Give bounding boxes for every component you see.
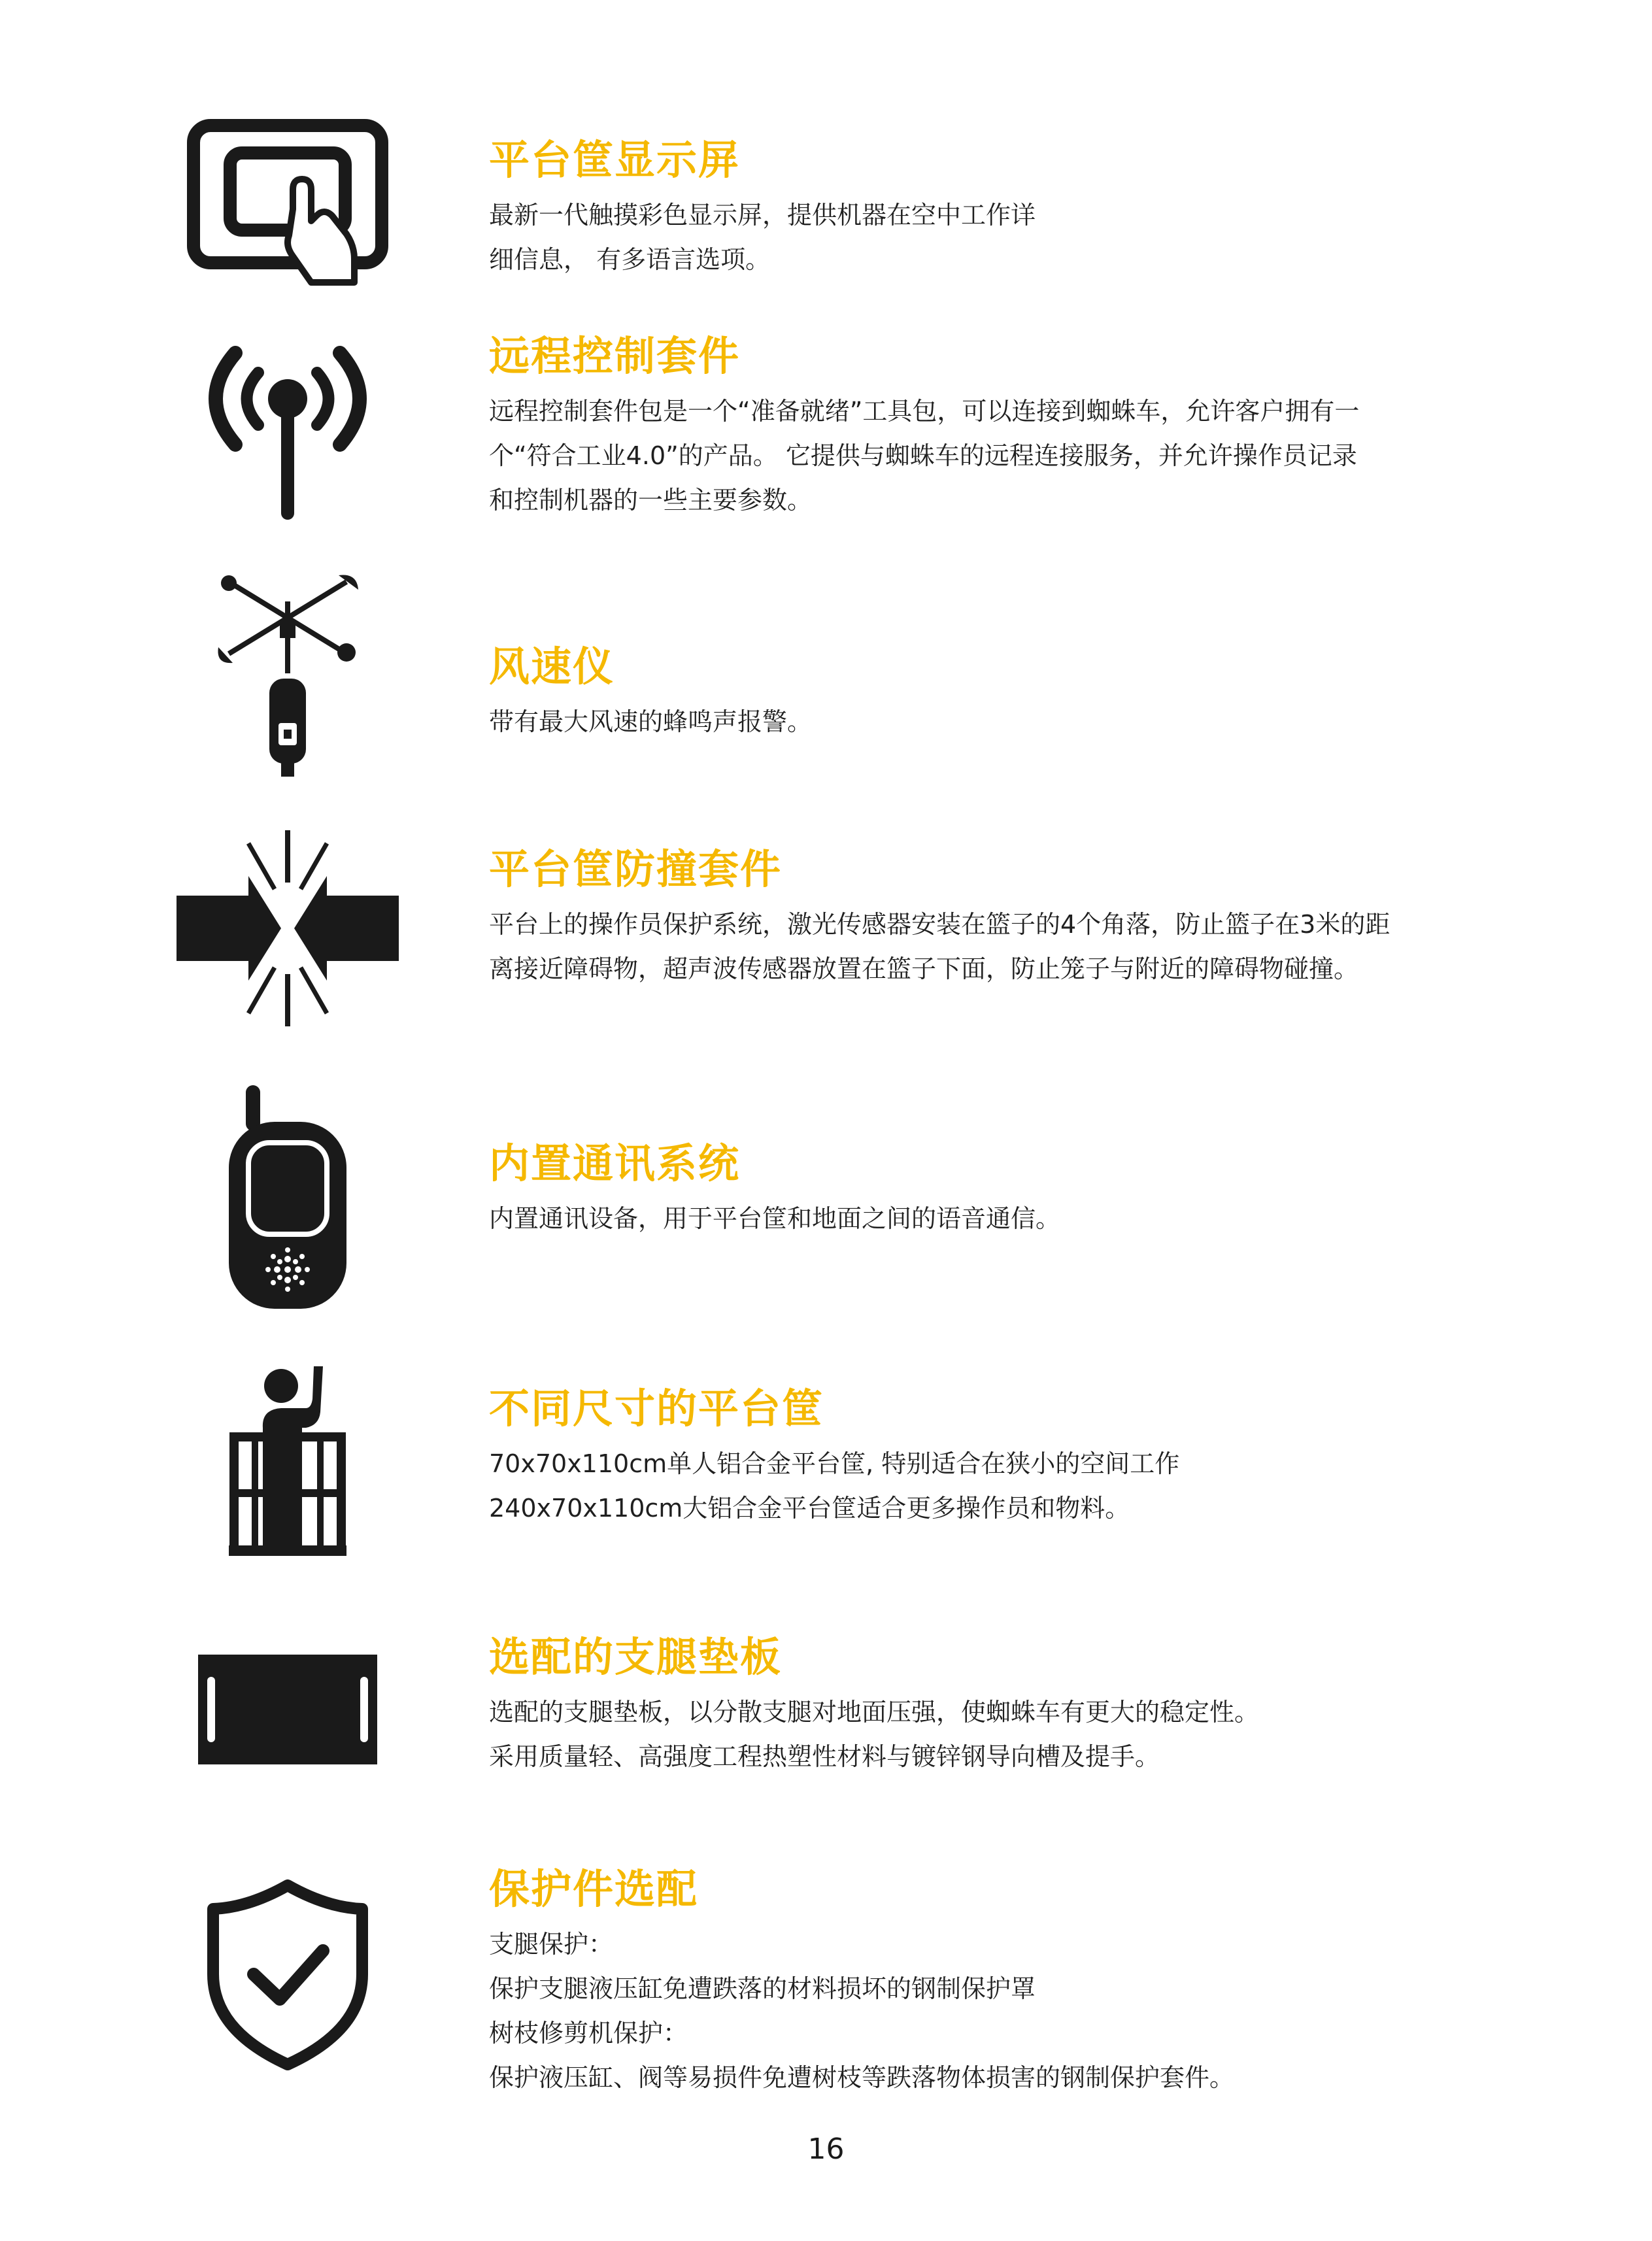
feature-description-line: 支腿保护： [489,1930,614,1959]
feature-description-line: 采用质量轻、高强度工程热塑性材料与镀锌钢导向槽及提手。 [489,1742,1160,1771]
touch-screen-icon [177,111,399,294]
feature-description-line: 保护液压缸、阀等易损件免遭树枝等跌落物体损害的钢制保护套件。 [489,2063,1235,2092]
feature-title: 不同尺寸的平台筐 [489,1385,824,1432]
feature-title: 远程控制套件 [489,332,741,380]
feature-title: 内置通讯系统 [489,1139,741,1187]
feature-description-line: 平台上的操作员保护系统，激光传感器安装在篮子的4个角落，防止篮子在3米的距 [489,910,1391,939]
feature-description-line: 内置通讯设备，用于平台筐和地面之间的语音通信。 [489,1204,1061,1233]
feature-description-line: 离接近障碍物，超声波传感器放置在篮子下面，防止笼子与附近的障碍物碰撞。 [489,954,1359,983]
feature-description-line: 保护支腿液压缸免遭跌落的材料损坏的钢制保护罩 [489,1974,1036,2003]
page-number: 16 [807,2132,845,2166]
remote-antenna-icon [177,333,399,530]
feature-title: 平台筐显示屏 [489,136,741,184]
walkie-talkie-icon [177,1085,399,1314]
feature-description-line: 和控制机器的一些主要参数。 [489,486,813,514]
feature-title: 风速仪 [489,643,615,690]
feature-description-line: 细信息， 有多语言选项。 [489,245,771,274]
feature-description-line: 个“符合工业4.0”的产品。 它提供与蜘蛛车的远程连接服务，并允许操作员记录 [489,441,1357,470]
feature-description-line: 选配的支腿垫板，以分散支腿对地面压强，使蜘蛛车有更大的稳定性。 [489,1698,1260,1727]
feature-description-line: 树枝修剪机保护： [489,2019,688,2047]
feature-description-line: 240x70x110cm大铝合金平台筐适合更多操作员和物料。 [489,1494,1130,1523]
feature-title: 选配的支腿垫板 [489,1633,783,1681]
feature-description-line: 远程控制套件包是一个“准备就绪”工具包，可以连接到蜘蛛车，允许客户拥有一 [489,397,1360,426]
outrigger-pad-icon [177,1647,399,1772]
feature-description-line: 带有最大风速的蜂鸣声报警。 [489,707,813,736]
feature-description-line: 70x70x110cm单人铝合金平台筐, 特别适合在狭小的空间工作 [489,1449,1180,1478]
anemometer-icon [177,569,399,784]
shield-check-icon [177,1876,399,2072]
platform-basket-person-icon [177,1360,399,1556]
feature-title: 平台筐防撞套件 [489,845,783,893]
feature-description-line: 最新一代触摸彩色显示屏，提供机器在空中工作详 [489,201,1036,229]
feature-title: 保护件选配 [489,1865,699,1913]
anti-collision-icon [177,827,399,1030]
